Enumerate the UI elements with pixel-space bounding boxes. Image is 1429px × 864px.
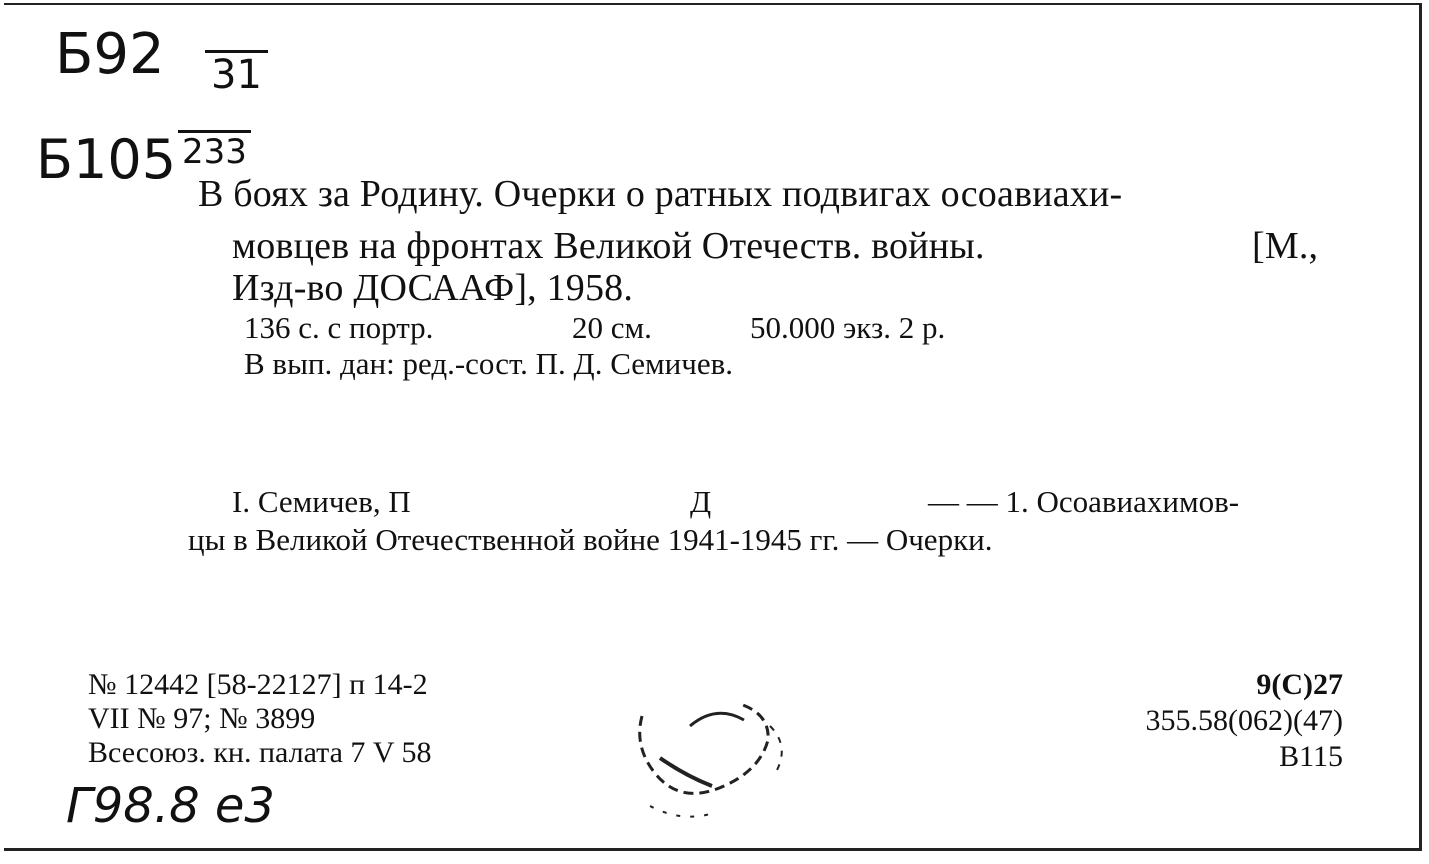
handwritten-shelf-mark-1-sup <box>205 50 268 97</box>
footer-right-line-2: 355.58(062)(47) <box>1145 704 1343 737</box>
handwritten-shelf-mark-2-sup <box>178 130 251 171</box>
handwritten-shelf-mark-2 <box>36 128 176 191</box>
collation-copies: 50.000 экз. 2 р. <box>750 310 946 345</box>
title-line-2-right: [М., <box>1252 225 1319 267</box>
shelf-mark-1-text: Б92 <box>55 22 165 87</box>
footer-left-line-2: VII № 97; № 3899 <box>88 702 316 735</box>
title-line-2: мовцев на фронтах Великой Отечеств. войны. <box>232 225 985 267</box>
library-stamp-smudge <box>620 686 810 836</box>
tracing-line-1-b: Д <box>690 484 712 519</box>
tracing-line-1-c: — — 1. Осоавиахимов- <box>928 484 1240 519</box>
footer-right-line-1: 9(С)27 <box>1256 668 1343 701</box>
editor-note: В вып. дан: ред.-сост. П. Д. Семичев. <box>244 346 733 381</box>
collation-size: 20 см. <box>572 310 652 345</box>
tracing-line-2: цы в Великой Отечественной войне 1941-1945 гг. — Очерки. <box>188 522 993 557</box>
footer-left-line-3: Всесоюз. кн. палата 7 V 58 <box>88 736 432 769</box>
shelf-mark-2-text: Б105 <box>36 128 177 191</box>
shelf-mark-2-sup-text: 233 <box>182 132 247 172</box>
title-line-1: В боях за Родину. Очерки о ратных подвигах осоавиахи- <box>198 173 1123 215</box>
title-line-3: Изд-во ДОСААФ], 1958. <box>232 267 634 309</box>
shelf-mark-1-sup-text: 31 <box>211 52 262 98</box>
collation-pages: 136 с. с портр. <box>244 310 434 345</box>
footer-right-line-3: В115 <box>1279 740 1343 773</box>
tracing-line-1-a: I. Семичев, П <box>232 484 411 519</box>
bottom-note-text: Г98.8 е3 <box>66 778 275 834</box>
handwritten-shelf-mark-1 <box>55 22 165 87</box>
footer-left-line-1: № 12442 [58-22127] п 14-2 <box>88 668 428 701</box>
handwritten-bottom-note <box>66 778 275 834</box>
